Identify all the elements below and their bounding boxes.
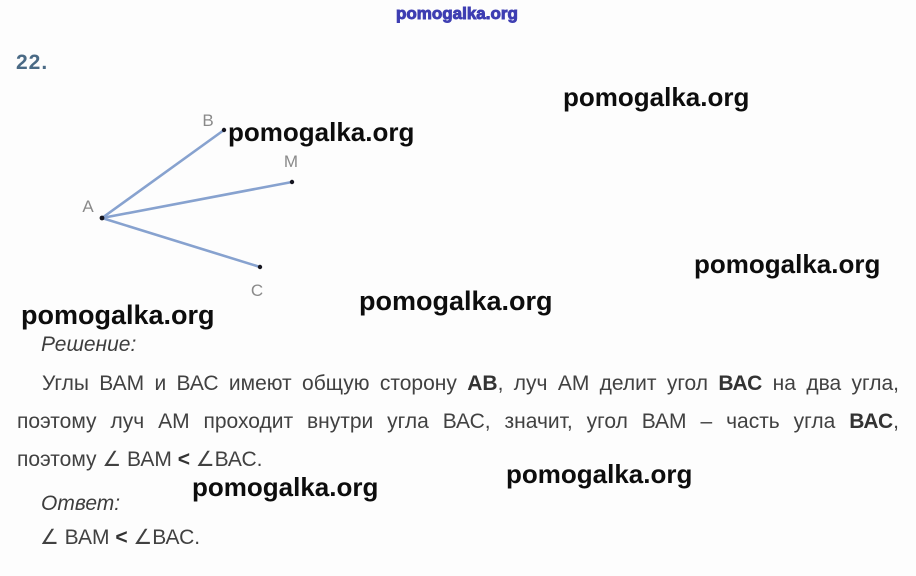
- answer-text: ∠ВАС.: [127, 526, 201, 549]
- answer-text: ∠ ВАМ: [40, 526, 116, 549]
- answer-heading: Ответ:: [41, 492, 121, 515]
- watermark: pomogalka.org: [21, 300, 215, 330]
- watermark: pomogalka.org: [359, 286, 553, 316]
- solution-text: на два угла,: [762, 372, 899, 395]
- answer-line: [40, 524, 200, 552]
- solution-text: поэтому луч АМ проходит внутри угла ВАС, значит, угол ВАМ – часть угла: [17, 410, 850, 433]
- watermark: pomogalka.org: [228, 117, 415, 147]
- solution-line-3: [17, 446, 262, 474]
- vertex-a-point: [100, 216, 105, 221]
- watermark-outline-top: pomogalka.org: [396, 4, 518, 23]
- solution-text: Углы ВАМ и ВАС имеют общую сторону: [42, 372, 468, 395]
- solution-text: поэтому ∠ ВАМ: [17, 448, 178, 471]
- label-b: В: [202, 111, 214, 130]
- solution-text-bold: ВАС: [849, 410, 894, 433]
- label-c: С: [250, 281, 264, 300]
- watermark: pomogalka.org: [192, 472, 379, 502]
- point-m: [290, 180, 294, 184]
- point-b: [222, 128, 226, 132]
- problem-number: 22.: [16, 51, 49, 74]
- angle-diagram: [0, 0, 360, 320]
- answer-text-bold: <: [115, 526, 128, 549]
- point-c: [258, 265, 262, 269]
- watermark: pomogalka.org: [694, 249, 881, 279]
- solution-line-1: [17, 370, 899, 398]
- ray-am: [102, 182, 292, 218]
- solution-heading: Решение:: [41, 333, 137, 356]
- watermark: pomogalka.org: [563, 82, 750, 112]
- solution-text-bold: АВ: [467, 372, 498, 395]
- solution-line-2: [17, 408, 899, 436]
- solution-text: ∠ВАС.: [189, 448, 263, 471]
- watermark: pomogalka.org: [506, 459, 693, 489]
- ray-ab: [102, 130, 224, 218]
- label-a: А: [82, 197, 94, 216]
- solution-text: ,: [893, 410, 899, 433]
- label-m: М: [283, 152, 299, 171]
- ray-ac: [102, 218, 260, 267]
- solution-text: , луч АМ делит угол: [497, 372, 719, 395]
- solution-text-bold: ВАС: [718, 372, 763, 395]
- solution-text-bold: <: [177, 448, 190, 471]
